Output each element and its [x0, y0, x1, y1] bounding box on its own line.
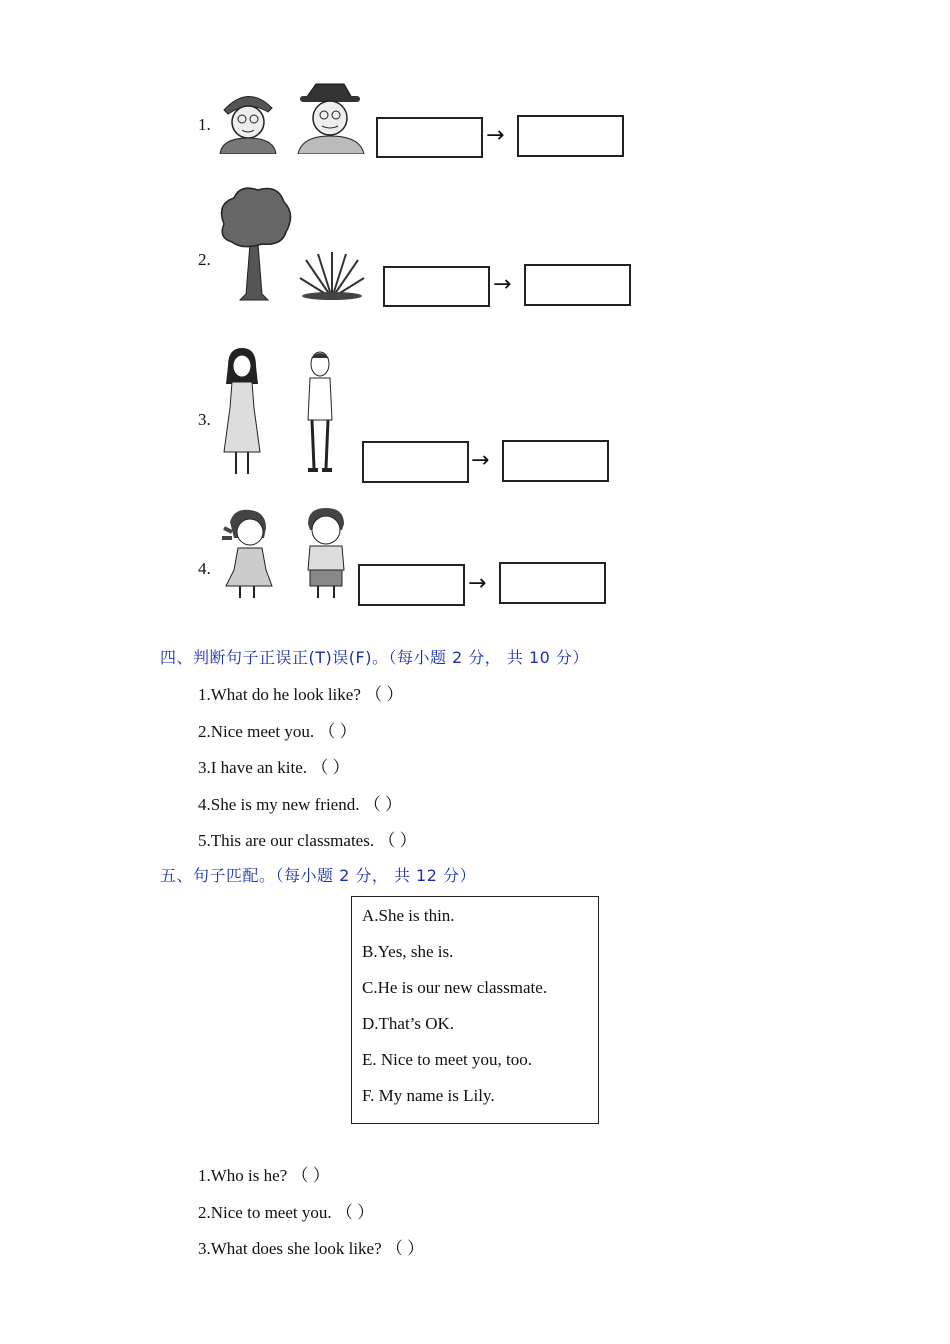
- short-bush-picture: [296, 250, 368, 300]
- item-4-answer-box-1[interactable]: [358, 564, 465, 606]
- item-4-arrow: →: [468, 571, 487, 596]
- thin-man-picture: [300, 350, 340, 476]
- tall-tree-picture: [212, 184, 296, 302]
- section-4-heading: 四、判断句子正误正(T)误(F)。（每小题 2 分， 共 10 分）: [160, 648, 589, 667]
- young-woman-picture: [218, 348, 264, 480]
- item-3-number: 3.: [198, 410, 211, 429]
- section-4-question-2: 2.Nice meet you. （ ）: [198, 722, 357, 741]
- item-2-number: 2.: [198, 250, 211, 269]
- section-5-question-2: 2.Nice to meet you. （ ）: [198, 1203, 375, 1222]
- section-4-question-1: 1.What do he look like? （ ）: [198, 685, 404, 704]
- section-5-heading: 五、句子匹配。（每小题 2 分， 共 12 分）: [160, 866, 476, 885]
- boy-picture: [300, 506, 350, 600]
- item-3-answer-box-2[interactable]: [502, 440, 609, 482]
- item-1-answer-box-1[interactable]: [376, 117, 483, 158]
- section-5-question-3: 3.What does she look like? （ ）: [198, 1239, 425, 1258]
- option-e: E. Nice to meet you, too.: [362, 1050, 532, 1069]
- section-4-question-3: 3.I have an kite. （ ）: [198, 758, 350, 777]
- girl-picture: [220, 508, 274, 600]
- item-2-answer-box-2[interactable]: [524, 264, 631, 306]
- item-1-number: 1.: [198, 115, 211, 134]
- item-1-answer-box-2[interactable]: [517, 115, 624, 157]
- section-4-question-5: 5.This are our classmates. （ ）: [198, 831, 417, 850]
- item-4-number: 4.: [198, 559, 211, 578]
- option-a: A.She is thin.: [362, 906, 455, 925]
- item-2-arrow: →: [493, 272, 512, 297]
- old-woman-picture: [218, 86, 278, 154]
- item-4-answer-box-2[interactable]: [499, 562, 606, 604]
- section-5-question-1: 1.Who is he? （ ）: [198, 1166, 330, 1185]
- option-b: B.Yes, she is.: [362, 942, 454, 961]
- item-2-answer-box-1[interactable]: [383, 266, 490, 307]
- answer-options-box: [351, 896, 599, 1124]
- option-d: D.That’s OK.: [362, 1014, 455, 1033]
- option-f: F. My name is Lily.: [362, 1086, 495, 1105]
- old-man-picture: [296, 80, 366, 154]
- item-1-arrow: →: [486, 123, 505, 148]
- option-c: C.He is our new classmate.: [362, 978, 548, 997]
- item-3-answer-box-1[interactable]: [362, 441, 469, 483]
- section-4-question-4: 4.She is my new friend. （ ）: [198, 795, 402, 814]
- item-3-arrow: →: [471, 448, 490, 473]
